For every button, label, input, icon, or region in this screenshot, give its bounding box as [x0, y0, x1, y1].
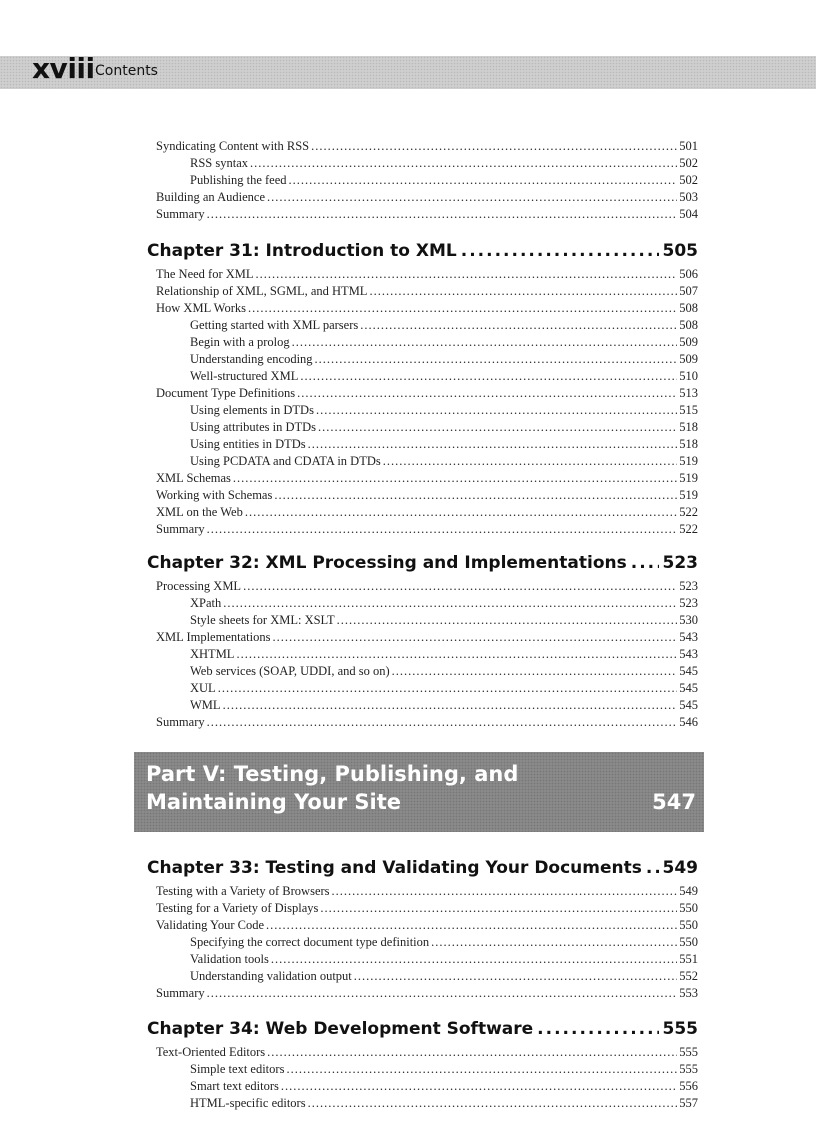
- toc-entry[interactable]: Using entities in DTDs ..... 518: [0, 436, 816, 452]
- toc-entry[interactable]: Simple text editors ..... 555: [0, 1061, 816, 1077]
- toc-entry[interactable]: Building an Audience ..... 503: [0, 189, 816, 205]
- toc-entry[interactable]: The Need for XML ..... 506: [0, 266, 816, 282]
- toc-entry[interactable]: Getting started with XML parsers ..... 508: [0, 317, 816, 333]
- toc-entry[interactable]: Summary ..... 553: [0, 985, 816, 1001]
- toc-entry[interactable]: XUL ..... 545: [0, 680, 816, 696]
- toc-entry[interactable]: XML on the Web ..... 522: [0, 504, 816, 520]
- toc-entry[interactable]: RSS syntax ..... 502: [0, 155, 816, 171]
- toc-entry[interactable]: XHTML ..... 543: [0, 646, 816, 662]
- toc-entry[interactable]: Publishing the feed ..... 502: [0, 172, 816, 188]
- toc-entry[interactable]: Relationship of XML, SGML, and HTML ..... 507: [0, 283, 816, 299]
- toc-entry[interactable]: XML Schemas ..... 519: [0, 470, 816, 486]
- toc-entry[interactable]: Web services (SOAP, UDDI, and so on) ..... 545: [0, 663, 816, 679]
- toc-entry[interactable]: Smart text editors ..... 556: [0, 1078, 816, 1094]
- toc-entry[interactable]: Using attributes in DTDs ..... 518: [0, 419, 816, 435]
- toc-entry[interactable]: Testing for a Variety of Displays ..... 550: [0, 900, 816, 916]
- toc-entry[interactable]: Document Type Definitions ..... 513: [0, 385, 816, 401]
- toc-entry[interactable]: Summary ..... 546: [0, 714, 816, 730]
- toc-entry[interactable]: Validating Your Code ..... 550: [0, 917, 816, 933]
- toc-entry[interactable]: XPath ..... 523: [0, 595, 816, 611]
- toc-entry[interactable]: Syndicating Content with RSS ..... 501: [0, 138, 816, 154]
- section-label: Contents: [95, 63, 158, 79]
- running-header: [0, 52, 816, 89]
- toc-entry[interactable]: HTML-specific editors ..... 557: [0, 1095, 816, 1111]
- toc-entry[interactable]: WML ..... 545: [0, 697, 816, 713]
- part-title: Part V: Testing, Publishing, and Maintaining Your Site: [146, 762, 519, 814]
- chapter-heading[interactable]: Chapter 31: Introduction to XML ..... 505: [0, 240, 816, 262]
- chapter-heading[interactable]: Chapter 33: Testing and Validating Your Documents ..... 549: [0, 857, 816, 879]
- toc-entry[interactable]: Testing with a Variety of Browsers ..... 549: [0, 883, 816, 899]
- chapter-heading[interactable]: Chapter 34: Web Development Software ..... 555: [0, 1018, 816, 1040]
- toc-entry[interactable]: Understanding encoding ..... 509: [0, 351, 816, 367]
- toc-entry[interactable]: Well-structured XML ..... 510: [0, 368, 816, 384]
- toc-entry[interactable]: Begin with a prolog ..... 509: [0, 334, 816, 350]
- toc-entry[interactable]: Summary ..... 522: [0, 521, 816, 537]
- toc-entry[interactable]: Understanding validation output ..... 552: [0, 968, 816, 984]
- toc-entry[interactable]: Working with Schemas ..... 519: [0, 487, 816, 503]
- toc-entry[interactable]: XML Implementations ..... 543: [0, 629, 816, 645]
- page-number: xviii: [32, 52, 95, 85]
- toc-entry[interactable]: Specifying the correct document type definition ..... 550: [0, 934, 816, 950]
- toc-entry[interactable]: Text-Oriented Editors ..... 555: [0, 1044, 816, 1060]
- toc-entry[interactable]: Using PCDATA and CDATA in DTDs ..... 519: [0, 453, 816, 469]
- chapter-heading[interactable]: Chapter 32: XML Processing and Implementations ..... 523: [0, 552, 816, 574]
- toc-entry[interactable]: Using elements in DTDs ..... 515: [0, 402, 816, 418]
- toc-entry[interactable]: Validation tools ..... 551: [0, 951, 816, 967]
- toc-entry[interactable]: How XML Works ..... 508: [0, 300, 816, 316]
- toc-entry[interactable]: Summary ..... 504: [0, 206, 816, 222]
- part-page-number: 547: [652, 790, 696, 814]
- toc-entry[interactable]: Processing XML ..... 523: [0, 578, 816, 594]
- toc-entry[interactable]: Style sheets for XML: XSLT ..... 530: [0, 612, 816, 628]
- part-banner[interactable]: [134, 752, 704, 832]
